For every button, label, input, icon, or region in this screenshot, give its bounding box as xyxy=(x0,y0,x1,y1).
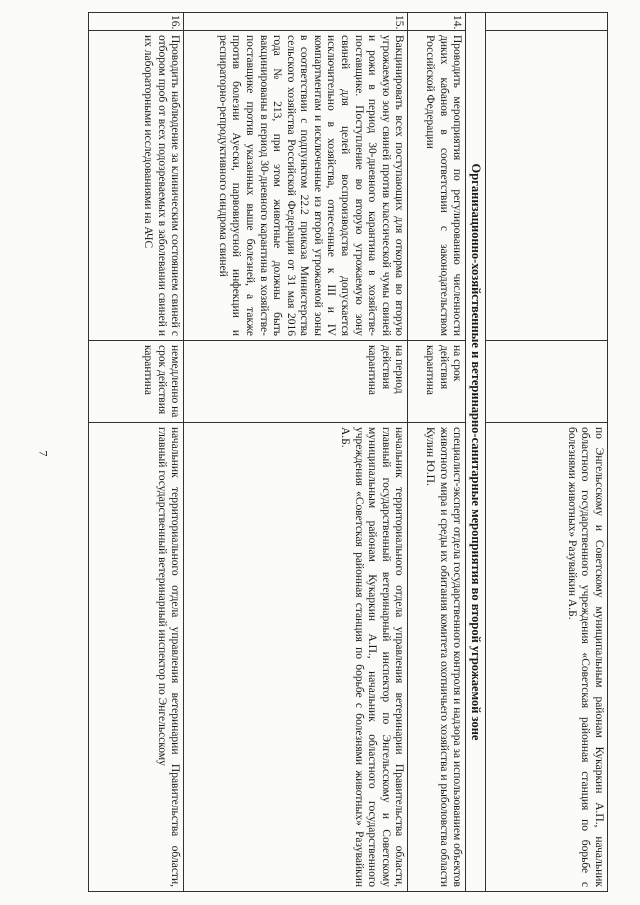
document-area xyxy=(88,12,608,892)
term-cell: немедленно на срок действия карантина xyxy=(89,341,183,423)
responsible-cell: начальник территориального отдела управления ветеринарии Правительства области, главный государственный ветеринарный инспектор по Энгельсскому xyxy=(155,427,182,887)
term-cell xyxy=(486,341,607,423)
table-row xyxy=(89,13,183,891)
table-row xyxy=(183,13,407,891)
responsible-cell: специалист-эксперт отдела государственного контроля и надзора за использованием объектов животного мира и среды их обитания комитета охотничьего хозяйства и рыболовства области Кулин Ю.П. xyxy=(424,427,464,887)
term-cell: на срок действия карантина xyxy=(408,341,465,423)
row-number: 14. xyxy=(408,13,465,31)
term-cell: на период действия карантина xyxy=(184,341,407,423)
action-cell: Проводить наблюдение за клиническим состоянием свиней с отбором проб от всех подозреваемых в заболевании свиней и их лабораторными исследованиями на АЧС xyxy=(89,31,183,341)
action-cell xyxy=(486,31,607,341)
measures-table xyxy=(88,12,608,892)
row-number xyxy=(486,13,607,31)
page-number: 7 xyxy=(36,450,51,457)
responsible-cell: по Энгельсскому и Советскому муниципальным районам Кукаркин А.П., начальник областного государственного учреждения «Советская районная станция по борьбе с болезнями животных» Разувайкин А.Б. xyxy=(565,427,605,887)
action-cell: Проводить мероприятия по регулированию численности диких кабанов в соответствии с законодательством Российской Федерации xyxy=(408,31,465,341)
row-number: 16. xyxy=(89,13,183,31)
table-row xyxy=(485,13,607,891)
row-number: 15. xyxy=(184,13,407,31)
action-cell: Вакцинировать всех поступающих для откорма во вторую угрожаемую зону свиней против классической чумы свиней и рожи в период 30-дневного карантина в хозяйстве-поставщике. Поступление во вторую угрожаемую зону свиней для целей воспроизводства допускается исключительно в хозяйства, отнесенные к III и IV компартментам и исключенные из второй угрожаемой зоны в соответствии с подпунктом 22.2 приказа Министерства сельского хозяйства Российской Федерации от 31 мая 2016 года № 213, при этом животные должны быть вакцинированы в период 30-дневного карантина в хозяйстве-поставщике против указанных выше болезней, а также против болезни Ауески, парвовирусной инфекции и респираторно-репродуктивного синдрома свиней xyxy=(184,31,407,341)
section-heading: Организационно-хозяйственные и ветеринарно-санитарные мероприятия во второй угрожаемой зоне xyxy=(465,13,485,891)
responsible-cell: начальник территориального отдела управления ветеринарии Правительства области, главный государственный ветеринарный инспектор по Энгельсскому и Советскому муниципальным районам Кукаркин А.П., начальник областного государственного учреждения «Советская районная станция по борьбе с болезнями животных» Разувайкин А.Б. xyxy=(339,427,406,887)
table-row xyxy=(407,13,465,891)
